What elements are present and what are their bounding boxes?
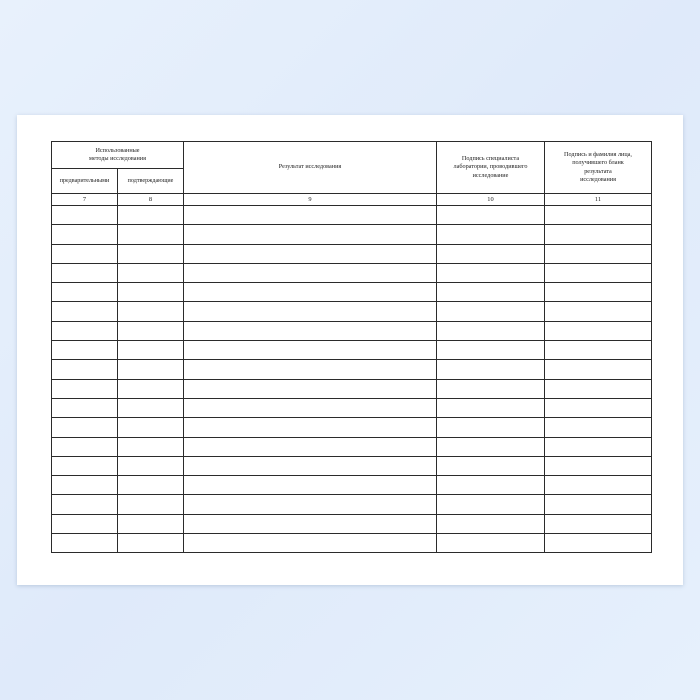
table-row xyxy=(52,534,652,553)
table-cell[interactable] xyxy=(437,418,545,437)
table-cell[interactable] xyxy=(118,225,184,244)
table-cell[interactable] xyxy=(118,360,184,379)
table-row xyxy=(52,302,652,321)
table-cell[interactable] xyxy=(437,225,545,244)
table-cell[interactable] xyxy=(52,514,118,533)
table-cell[interactable] xyxy=(52,283,118,302)
table-cell[interactable] xyxy=(118,418,184,437)
table-cell[interactable] xyxy=(52,321,118,340)
header-signature-recipient-line2: получившего бланк xyxy=(572,159,624,167)
journal-table-container xyxy=(51,141,651,553)
table-cell[interactable] xyxy=(545,495,652,514)
table-row xyxy=(52,360,652,379)
table-cell[interactable] xyxy=(437,495,545,514)
header-signature-specialist-line2: лаборатории, проводившего xyxy=(453,163,528,171)
table-cell[interactable] xyxy=(545,263,652,282)
column-number-row xyxy=(52,194,652,206)
table-cell[interactable] xyxy=(545,341,652,360)
table-cell[interactable] xyxy=(184,283,437,302)
table-cell[interactable] xyxy=(545,398,652,417)
column-number-11: 11 xyxy=(545,194,652,206)
header-signature-recipient-line4: исследования xyxy=(580,175,616,183)
header-row-top xyxy=(52,142,652,169)
table-row xyxy=(52,514,652,533)
table-row xyxy=(52,418,652,437)
table-cell[interactable] xyxy=(184,534,437,553)
table-cell[interactable] xyxy=(545,244,652,263)
table-cell[interactable] xyxy=(118,398,184,417)
table-cell[interactable] xyxy=(437,360,545,379)
table-cell[interactable] xyxy=(118,321,184,340)
table-cell[interactable] xyxy=(184,302,437,321)
table-cell[interactable] xyxy=(52,534,118,553)
table-row xyxy=(52,263,652,282)
header-confirming: подтверждающие xyxy=(118,169,184,194)
table-cell[interactable] xyxy=(545,418,652,437)
table-cell[interactable] xyxy=(437,244,545,263)
table-cell[interactable] xyxy=(184,360,437,379)
table-cell[interactable] xyxy=(437,534,545,553)
header-signature-recipient-line1: Подпись и фамилия лица, xyxy=(564,150,632,158)
table-cell[interactable] xyxy=(52,244,118,263)
table-row xyxy=(52,476,652,495)
table-cell[interactable] xyxy=(437,476,545,495)
table-cell[interactable] xyxy=(184,321,437,340)
table-row xyxy=(52,225,652,244)
table-cell[interactable] xyxy=(545,283,652,302)
table-cell[interactable] xyxy=(52,302,118,321)
table-cell[interactable] xyxy=(545,206,652,225)
header-signature-recipient xyxy=(545,142,652,194)
column-number-7: 7 xyxy=(52,194,118,206)
table-row xyxy=(52,437,652,456)
table-cell[interactable] xyxy=(118,514,184,533)
header-signature-specialist-line1: Подпись специалиста xyxy=(461,154,520,162)
table-row xyxy=(52,341,652,360)
table-cell[interactable] xyxy=(545,476,652,495)
table-cell[interactable] xyxy=(118,534,184,553)
table-cell[interactable] xyxy=(52,495,118,514)
header-methods-group xyxy=(52,142,184,169)
table-cell[interactable] xyxy=(184,418,437,437)
table-cell[interactable] xyxy=(184,495,437,514)
journal-table xyxy=(51,141,652,553)
table-row xyxy=(52,495,652,514)
document-paper xyxy=(17,115,683,585)
table-row xyxy=(52,398,652,417)
table-cell[interactable] xyxy=(184,341,437,360)
table-cell[interactable] xyxy=(118,302,184,321)
table-row xyxy=(52,379,652,398)
table-cell[interactable] xyxy=(437,379,545,398)
table-cell[interactable] xyxy=(52,206,118,225)
table-cell[interactable] xyxy=(437,341,545,360)
table-row xyxy=(52,321,652,340)
table-cell[interactable] xyxy=(184,476,437,495)
table-cell[interactable] xyxy=(118,476,184,495)
table-cell[interactable] xyxy=(545,437,652,456)
table-cell[interactable] xyxy=(118,495,184,514)
table-cell[interactable] xyxy=(184,456,437,475)
header-signature-recipient-line3: результата xyxy=(584,167,612,175)
table-cell[interactable] xyxy=(545,514,652,533)
column-number-8: 8 xyxy=(118,194,184,206)
table-cell[interactable] xyxy=(52,263,118,282)
header-result: Результат исследования xyxy=(184,142,437,194)
table-cell[interactable] xyxy=(184,206,437,225)
table-cell[interactable] xyxy=(52,360,118,379)
table-cell[interactable] xyxy=(437,437,545,456)
table-cell[interactable] xyxy=(437,263,545,282)
header-methods-group-line2: методы исследования xyxy=(89,155,146,162)
table-cell[interactable] xyxy=(118,206,184,225)
table-cell[interactable] xyxy=(52,225,118,244)
column-number-9: 9 xyxy=(184,194,437,206)
header-signature-specialist-line3: исследование xyxy=(472,171,509,179)
table-cell[interactable] xyxy=(52,341,118,360)
table-cell[interactable] xyxy=(437,456,545,475)
header-preliminary: предварительными xyxy=(52,169,118,194)
table-row xyxy=(52,456,652,475)
table-row xyxy=(52,206,652,225)
table-cell[interactable] xyxy=(52,379,118,398)
table-cell[interactable] xyxy=(52,476,118,495)
table-cell[interactable] xyxy=(545,321,652,340)
table-cell[interactable] xyxy=(184,437,437,456)
table-cell[interactable] xyxy=(118,263,184,282)
table-cell[interactable] xyxy=(52,437,118,456)
column-number-10: 10 xyxy=(437,194,545,206)
table-cell[interactable] xyxy=(118,244,184,263)
table-cell[interactable] xyxy=(545,456,652,475)
table-cell[interactable] xyxy=(437,283,545,302)
table-cell[interactable] xyxy=(545,225,652,244)
table-cell[interactable] xyxy=(545,302,652,321)
table-cell[interactable] xyxy=(184,225,437,244)
table-cell[interactable] xyxy=(118,456,184,475)
table-cell[interactable] xyxy=(545,379,652,398)
header-methods-group-line1: Использованные xyxy=(95,146,140,154)
table-cell[interactable] xyxy=(52,418,118,437)
table-cell[interactable] xyxy=(184,514,437,533)
table-cell[interactable] xyxy=(437,398,545,417)
table-cell[interactable] xyxy=(184,263,437,282)
table-cell[interactable] xyxy=(184,398,437,417)
table-cell[interactable] xyxy=(437,514,545,533)
table-cell[interactable] xyxy=(545,360,652,379)
table-cell[interactable] xyxy=(184,379,437,398)
table-row xyxy=(52,244,652,263)
header-signature-specialist xyxy=(437,142,545,194)
table-cell[interactable] xyxy=(118,379,184,398)
table-cell[interactable] xyxy=(437,302,545,321)
table-cell[interactable] xyxy=(437,206,545,225)
table-cell[interactable] xyxy=(118,341,184,360)
journal-data-rows xyxy=(52,206,652,553)
table-cell[interactable] xyxy=(118,437,184,456)
table-cell[interactable] xyxy=(437,321,545,340)
table-cell[interactable] xyxy=(52,456,118,475)
table-cell[interactable] xyxy=(545,534,652,553)
table-cell[interactable] xyxy=(118,283,184,302)
table-row xyxy=(52,283,652,302)
table-cell[interactable] xyxy=(52,398,118,417)
table-cell[interactable] xyxy=(184,244,437,263)
